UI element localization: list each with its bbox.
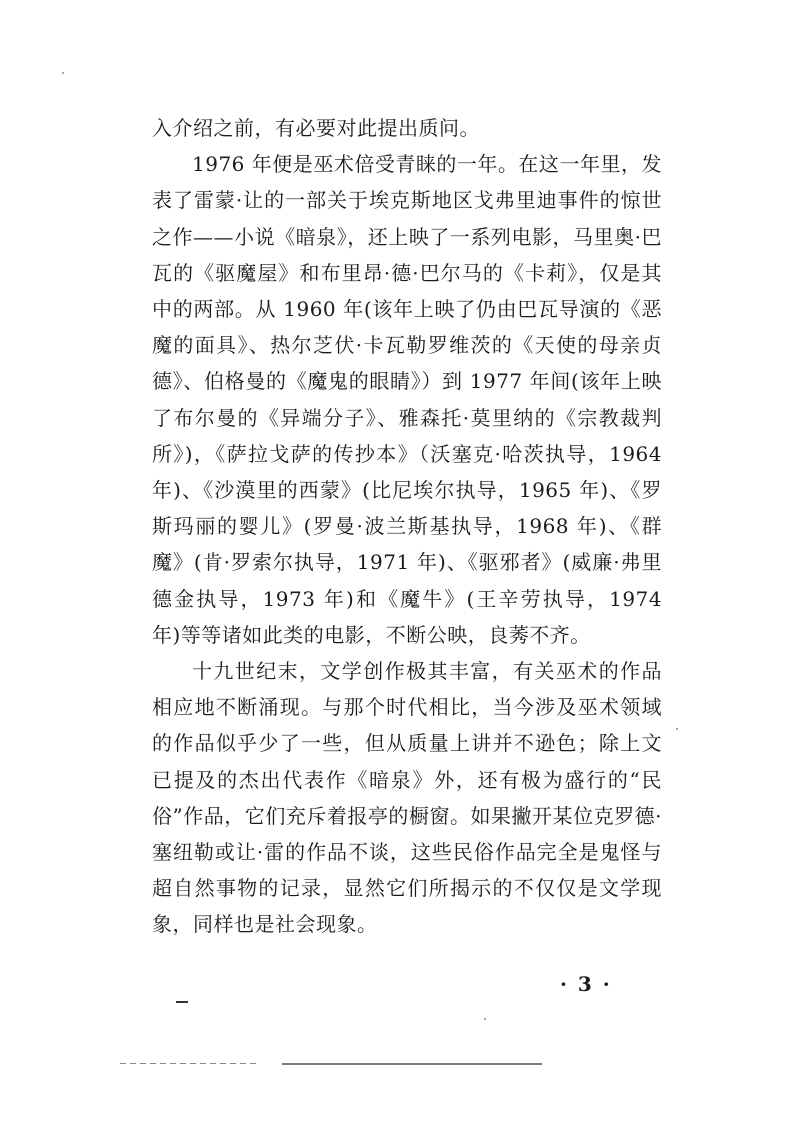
scan-mark <box>176 1001 188 1003</box>
scan-edge-line-right <box>282 1063 542 1065</box>
paragraph-1976-films: 1976 年便是巫术倍受青睐的一年。在这一年里，发表了雷蒙·让的一部关于埃克斯地区戈弗里迪事件的惊世之作——小说《暗泉》，还上映了一系列电影，马里奥·巴瓦的《驱魔屋》和布里昂·德·巴尔马的《卡莉》，仅是其中的两部。从 1960 年(该年上映了仍由巴瓦导演的《恶魔的面具》、热尔芝伏·卡瓦勒罗维茨的《天使的母亲贞德》、伯格曼的《魔鬼的眼睛》）到 1977 年间(该年上映了布尔曼的《异端分子》、雅森托·莫里纳的《宗教裁判所》)，《萨拉戈萨的传抄本》（沃塞克·哈茨执导，1964 年)、《沙漠里的西蒙》(比尼埃尔执导，1965 年)、《罗斯玛丽的婴儿》(罗曼·波兰斯基执导，1968 年)、《群魔》(肯·罗索尔执导，1971 年)、《驱邪者》(威廉·弗里德金执导，1973 年)和《魔牛》(王辛劳执导，1974 年)等等诸如此类的电影，不断公映，良莠不齐。 <box>152 152 662 647</box>
scan-edge-line-left <box>120 1063 260 1064</box>
scan-speck <box>676 728 678 730</box>
body-text <box>152 110 662 943</box>
scan-speck <box>62 72 64 74</box>
scan-speck <box>484 1018 486 1020</box>
paragraph-19th-century: 十九世纪末，文学创作极其丰富，有关巫术的作品相应地不断涌现。与那个时代相比，当今涉及巫术领域的作品似乎少了一些，但从质量上讲并不逊色；除上文已提及的杰出代表作《暗泉》外，还有极为盛行的“民俗”作品，它们充斥着报亭的橱窗。如果撇开某位克罗德·塞纽勒或让·雷的作品不谈，这些民俗作品完全是鬼怪与超自然事物的记录，显然它们所揭示的不仅仅是文学现象，同样也是社会现象。 <box>152 659 662 937</box>
paragraph-continuation: 入介绍之前，有必要对此提出质问。 <box>152 116 480 140</box>
page-number: · 3 · <box>560 972 612 996</box>
